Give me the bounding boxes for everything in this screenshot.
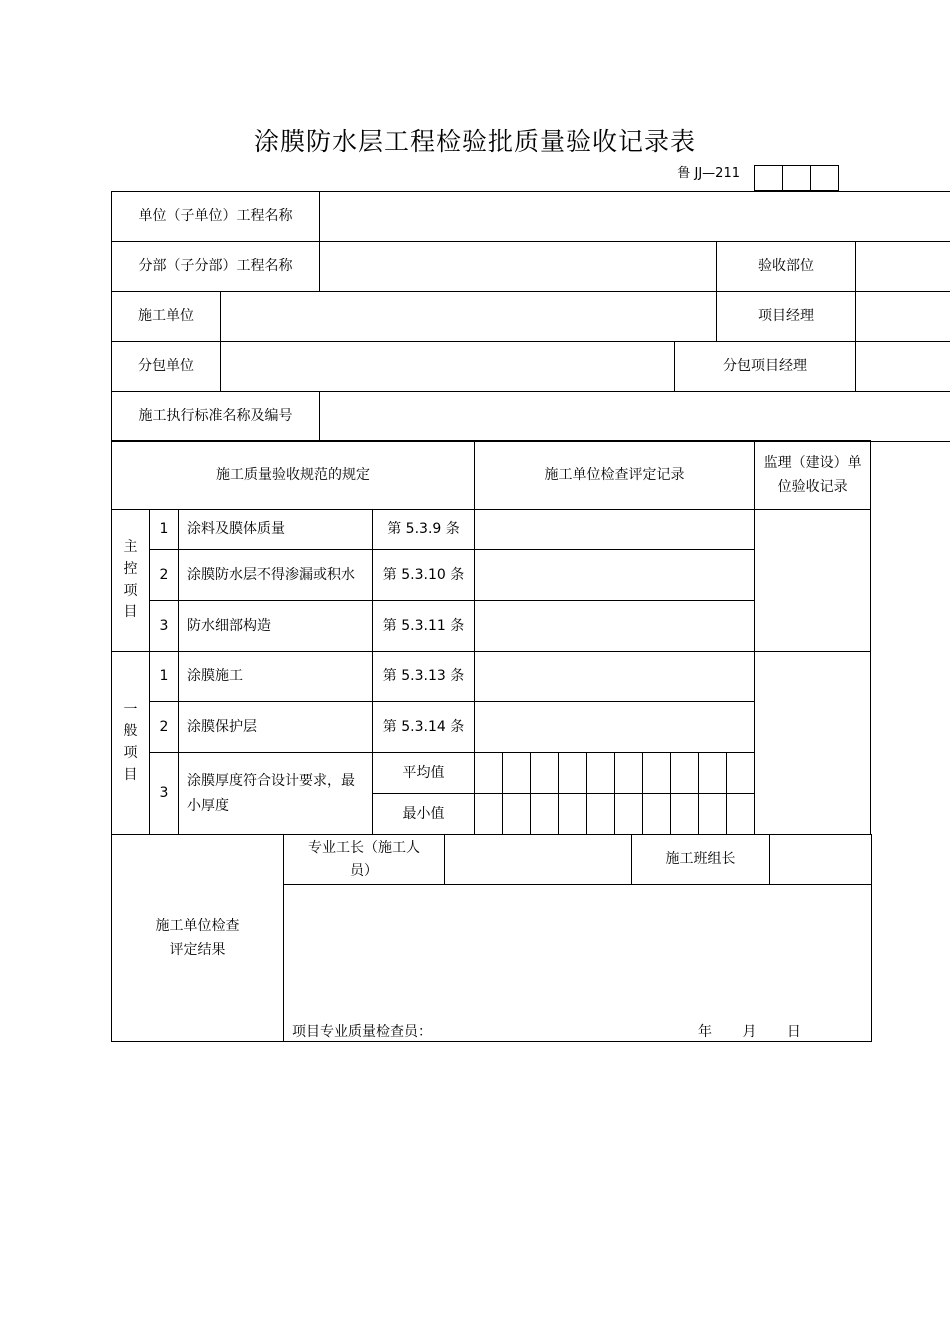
inspector-label: 项目专业质量检查员：	[292, 1024, 432, 1040]
number-box[interactable]	[755, 166, 783, 191]
sub-project-manager-label: 分包项目经理	[675, 342, 856, 392]
average-cell[interactable]	[531, 753, 559, 794]
minimum-cell[interactable]	[503, 794, 531, 835]
item-number: 1	[150, 510, 179, 550]
standard-field[interactable]	[320, 392, 950, 442]
minimum-label: 最小值	[373, 794, 475, 835]
minimum-cell[interactable]	[671, 794, 699, 835]
minimum-cell[interactable]	[643, 794, 671, 835]
check-record-field[interactable]	[475, 510, 755, 550]
check-header: 施工单位检查评定记录	[475, 441, 755, 510]
project-info-table	[111, 191, 950, 442]
item-name: 涂膜保护层	[179, 702, 373, 753]
item-number: 2	[150, 702, 179, 753]
result-table	[111, 834, 872, 1042]
average-cell[interactable]	[615, 753, 643, 794]
acceptance-part-label: 验收部位	[717, 242, 856, 292]
sub-project-field[interactable]	[320, 242, 717, 292]
project-manager-label: 项目经理	[717, 292, 856, 342]
minimum-cell[interactable]	[727, 794, 755, 835]
foreman-field[interactable]	[445, 835, 632, 885]
item-name: 涂料及膜体质量	[179, 510, 373, 550]
minimum-cell[interactable]	[531, 794, 559, 835]
item-name: 涂膜防水层不得渗漏或积水	[179, 550, 373, 601]
check-record-field[interactable]	[475, 550, 755, 601]
standard-label: 施工执行标准名称及编号	[112, 392, 320, 442]
item-name: 涂膜施工	[179, 652, 373, 702]
form-code: 鲁 JJ—211	[677, 166, 740, 181]
item-number: 3	[150, 753, 179, 835]
average-cell[interactable]	[671, 753, 699, 794]
inspection-table	[111, 440, 871, 835]
number-box[interactable]	[811, 166, 839, 191]
minimum-cell[interactable]	[559, 794, 587, 835]
form-number-boxes	[754, 165, 839, 191]
subcontract-unit-label: 分包单位	[112, 342, 221, 392]
result-label: 施工单位检查评定结果	[112, 835, 284, 1042]
average-cell[interactable]	[587, 753, 615, 794]
date-label: 年 月 日	[698, 1024, 801, 1040]
item-clause: 第 5.3.11 条	[373, 601, 475, 652]
team-leader-field[interactable]	[770, 835, 872, 885]
item-name: 防水细部构造	[179, 601, 373, 652]
item-number: 3	[150, 601, 179, 652]
subcontract-unit-field[interactable]	[221, 342, 675, 392]
item-clause: 第 5.3.13 条	[373, 652, 475, 702]
spec-header: 施工质量验收规范的规定	[112, 441, 475, 510]
supervisor-header: 监理（建设）单位验收记录	[755, 441, 871, 510]
unit-project-label: 单位（子单位）工程名称	[112, 192, 320, 242]
item-name: 涂膜厚度符合设计要求，最小厚度	[179, 753, 373, 835]
average-cell[interactable]	[727, 753, 755, 794]
general-label: 一般项目	[112, 652, 150, 835]
minimum-cell[interactable]	[475, 794, 503, 835]
supervisor-record-field[interactable]	[755, 510, 871, 652]
item-clause: 第 5.3.10 条	[373, 550, 475, 601]
average-label: 平均值	[373, 753, 475, 794]
item-clause: 第 5.3.14 条	[373, 702, 475, 753]
minimum-cell[interactable]	[699, 794, 727, 835]
construction-unit-field[interactable]	[221, 292, 717, 342]
average-cell[interactable]	[643, 753, 671, 794]
item-number: 2	[150, 550, 179, 601]
item-clause: 第 5.3.9 条	[373, 510, 475, 550]
project-manager-field[interactable]	[856, 292, 950, 342]
check-record-field[interactable]	[475, 702, 755, 753]
average-cell[interactable]	[699, 753, 727, 794]
check-record-field[interactable]	[475, 652, 755, 702]
acceptance-part-field[interactable]	[856, 242, 950, 292]
minimum-cell[interactable]	[615, 794, 643, 835]
item-number: 1	[150, 652, 179, 702]
average-cell[interactable]	[559, 753, 587, 794]
average-cell[interactable]	[475, 753, 503, 794]
check-record-field[interactable]	[475, 601, 755, 652]
result-field[interactable]	[284, 885, 872, 1042]
average-cell[interactable]	[503, 753, 531, 794]
sub-project-label: 分部（子分部）工程名称	[112, 242, 320, 292]
team-leader-label: 施工班组长	[632, 835, 770, 885]
number-box[interactable]	[783, 166, 811, 191]
foreman-label: 专业工长（施工人员）	[284, 835, 445, 885]
minimum-cell[interactable]	[587, 794, 615, 835]
sub-project-manager-field[interactable]	[856, 342, 950, 392]
supervisor-record-field[interactable]	[755, 652, 871, 835]
unit-project-field[interactable]	[320, 192, 950, 242]
main-control-label: 主控项目	[112, 510, 150, 652]
construction-unit-label: 施工单位	[112, 292, 221, 342]
page-title: 涂膜防水层工程检验批质量验收记录表	[253, 127, 696, 156]
